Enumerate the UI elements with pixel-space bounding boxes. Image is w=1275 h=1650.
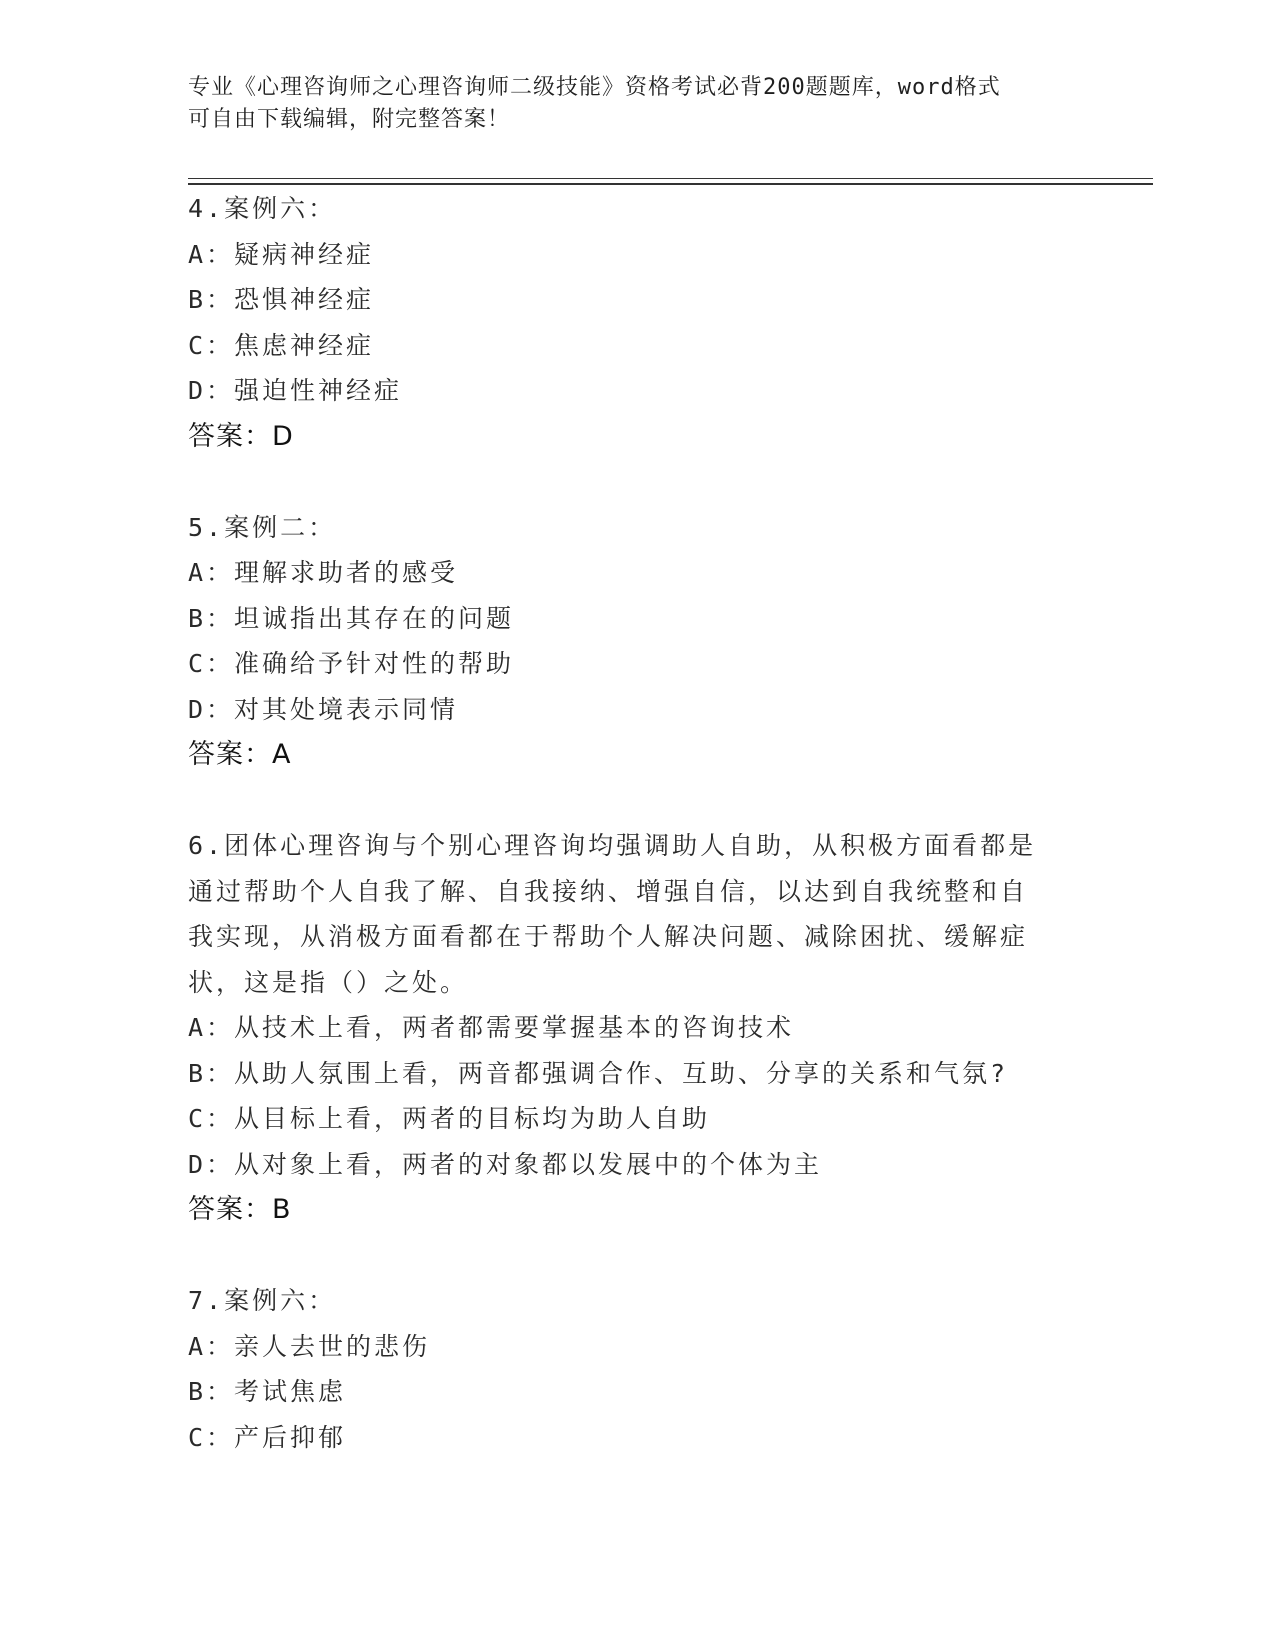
option-c: C：产后抑郁 <box>188 1422 347 1452</box>
answer-label: 答案：A <box>188 739 292 770</box>
header-title-line-2: 可自由下载编辑，附完整答案！ <box>188 107 511 132</box>
question-5 <box>188 505 1068 778</box>
option-c: C：焦虑神经症 <box>188 330 375 360</box>
option-b: B：坦诚指出其存在的问题 <box>188 603 515 633</box>
option-d: D：从对象上看，两者的对象都以发展中的个体为主 <box>188 1149 823 1179</box>
option-d: D：强迫性神经症 <box>188 376 403 405</box>
spacer <box>188 778 1068 824</box>
question-4 <box>188 186 1068 459</box>
question-stem: 5.案例二： <box>188 512 337 542</box>
question-6 <box>188 823 1068 1233</box>
option-b: B：从助人氛围上看，两音都强调合作、互助、分享的关系和气氛? <box>188 1058 1009 1088</box>
question-stem: 4.案例六： <box>188 194 337 223</box>
option-c: C：从目标上看，两者的目标均为助人自助 <box>188 1104 711 1133</box>
document-header <box>188 72 1068 136</box>
option-d: D：对其处境表示同情 <box>188 694 459 724</box>
question-7 <box>188 1278 1068 1460</box>
option-a: A：亲人去世的悲伤 <box>188 1331 431 1361</box>
header-divider-thick <box>188 183 1153 185</box>
option-b: B：考试焦虑 <box>188 1377 347 1406</box>
spacer <box>188 459 1068 505</box>
option-a: A：理解求助者的感受 <box>188 558 459 587</box>
option-c: C：准确给予针对性的帮助 <box>188 649 515 678</box>
option-a: A：从技术上看，两者都需要掌握基本的咨询技术 <box>188 1013 795 1042</box>
spacer <box>188 1233 1068 1279</box>
header-divider-thin <box>188 178 1153 179</box>
question-list <box>188 186 1068 1460</box>
question-stem: 7.案例六： <box>188 1286 337 1315</box>
question-stem: 6.团体心理咨询与个别心理咨询均强调助人自助，从积极方面看都是通过帮助个人自我了解、自我接纳、增强自信，以达到自我统整和自我实现，从消极方面看都在于帮助个人解决问题、减除困扰、缓解症状，这是指（）之处。 <box>188 831 1037 997</box>
answer-label: 答案：B <box>188 1194 292 1225</box>
option-b: B：恐惧神经症 <box>188 285 375 314</box>
option-a: A：疑病神经症 <box>188 239 375 269</box>
answer-label: 答案：D <box>188 420 294 452</box>
header-title-line-1: 专业《心理咨询师之心理咨询师二级技能》资格考试必背200题题库，word格式 <box>188 75 1001 100</box>
